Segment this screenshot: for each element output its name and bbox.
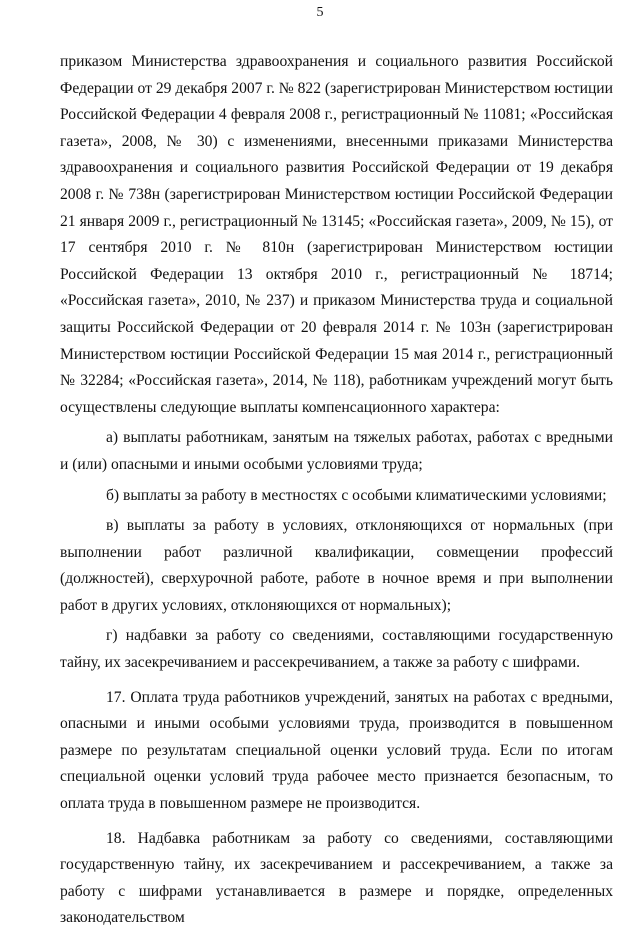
paragraph-legal-basis: приказом Министерства здравоохранения и социального развития Российской Федерации от 29 декабря 2007 г. № 822 (зарегистрирован Министерством юстиции Российской Федерации 4 февраля 2008 г., регистрационный № 11081; «Российская газета», 2008, № 30) с изменениями, внесенными приказами Министерства здравоохранения и социального развития Российской Федерации от 19 декабря 2008 г. № 738н (зарегистрирован Министерством юстиции Российской Федерации 21 января 2009 г., регистрационный № 13145; «Российская газета», 2009, № 15), от 17 сентября 2010 г. № 810н (зарегистрирован Министерством юстиции Российской Федерации 13 октября 2010 г., регистрационный № 18714; «Российская газета», 2010, № 237) и приказом Министерства труда и социальной защиты Российской Федерации от 20 февраля 2014 г. № 103н (зарегистрирован Министерством юстиции Российской Федерации 15 мая 2014 г., регистрационный № 32284; «Российская газета», 2014, № 118), работникам учреждений могут быть осуществлены следующие выплаты компенсационного характера: bbox=[60, 53, 613, 416]
paragraph-18: 18. Надбавка работникам за работу со сведениями, составляющими государственную тайну, их засекречиванием и рассекречиванием, а также за работу с шифрами устанавливается в размере и порядке, определенных законодательством bbox=[60, 829, 613, 927]
paragraph-item-g: г) надбавки за работу со сведениями, составляющими государственную тайну, их засекречиванием и рассекречиванием, а также за работу с шифрами. bbox=[60, 627, 613, 672]
paragraph-item-a: а) выплаты работникам, занятым на тяжелых работах, работах с вредными и (или) опасными и иными особыми условиями труда; bbox=[60, 429, 613, 473]
paragraph-item-v: в) выплаты за работу в условиях, отклоняющихся от нормальных (при выполнении работ различной квалификации, совмещении профессий (должностей), сверхурочной работе, работе в ночное время и при выполнении работ в других условиях, отклоняющихся от нормальных); bbox=[60, 517, 613, 614]
document-body bbox=[60, 49, 613, 932]
paragraph-17: 17. Оплата труда работников учреждений, занятых на работах с вредными, опасными и иными особыми условиями труда, производится в повышенном размере по результатам специальной оценки условий труда. Если по итогам специальной оценки условий труда рабочее место признается безопасным, то оплата труда в повышенном размере не производится. bbox=[60, 688, 613, 813]
page-number: 5 bbox=[316, 5, 324, 20]
paragraph-item-b: б) выплаты за работу в местностях с особыми климатическими условиями; bbox=[106, 486, 607, 504]
